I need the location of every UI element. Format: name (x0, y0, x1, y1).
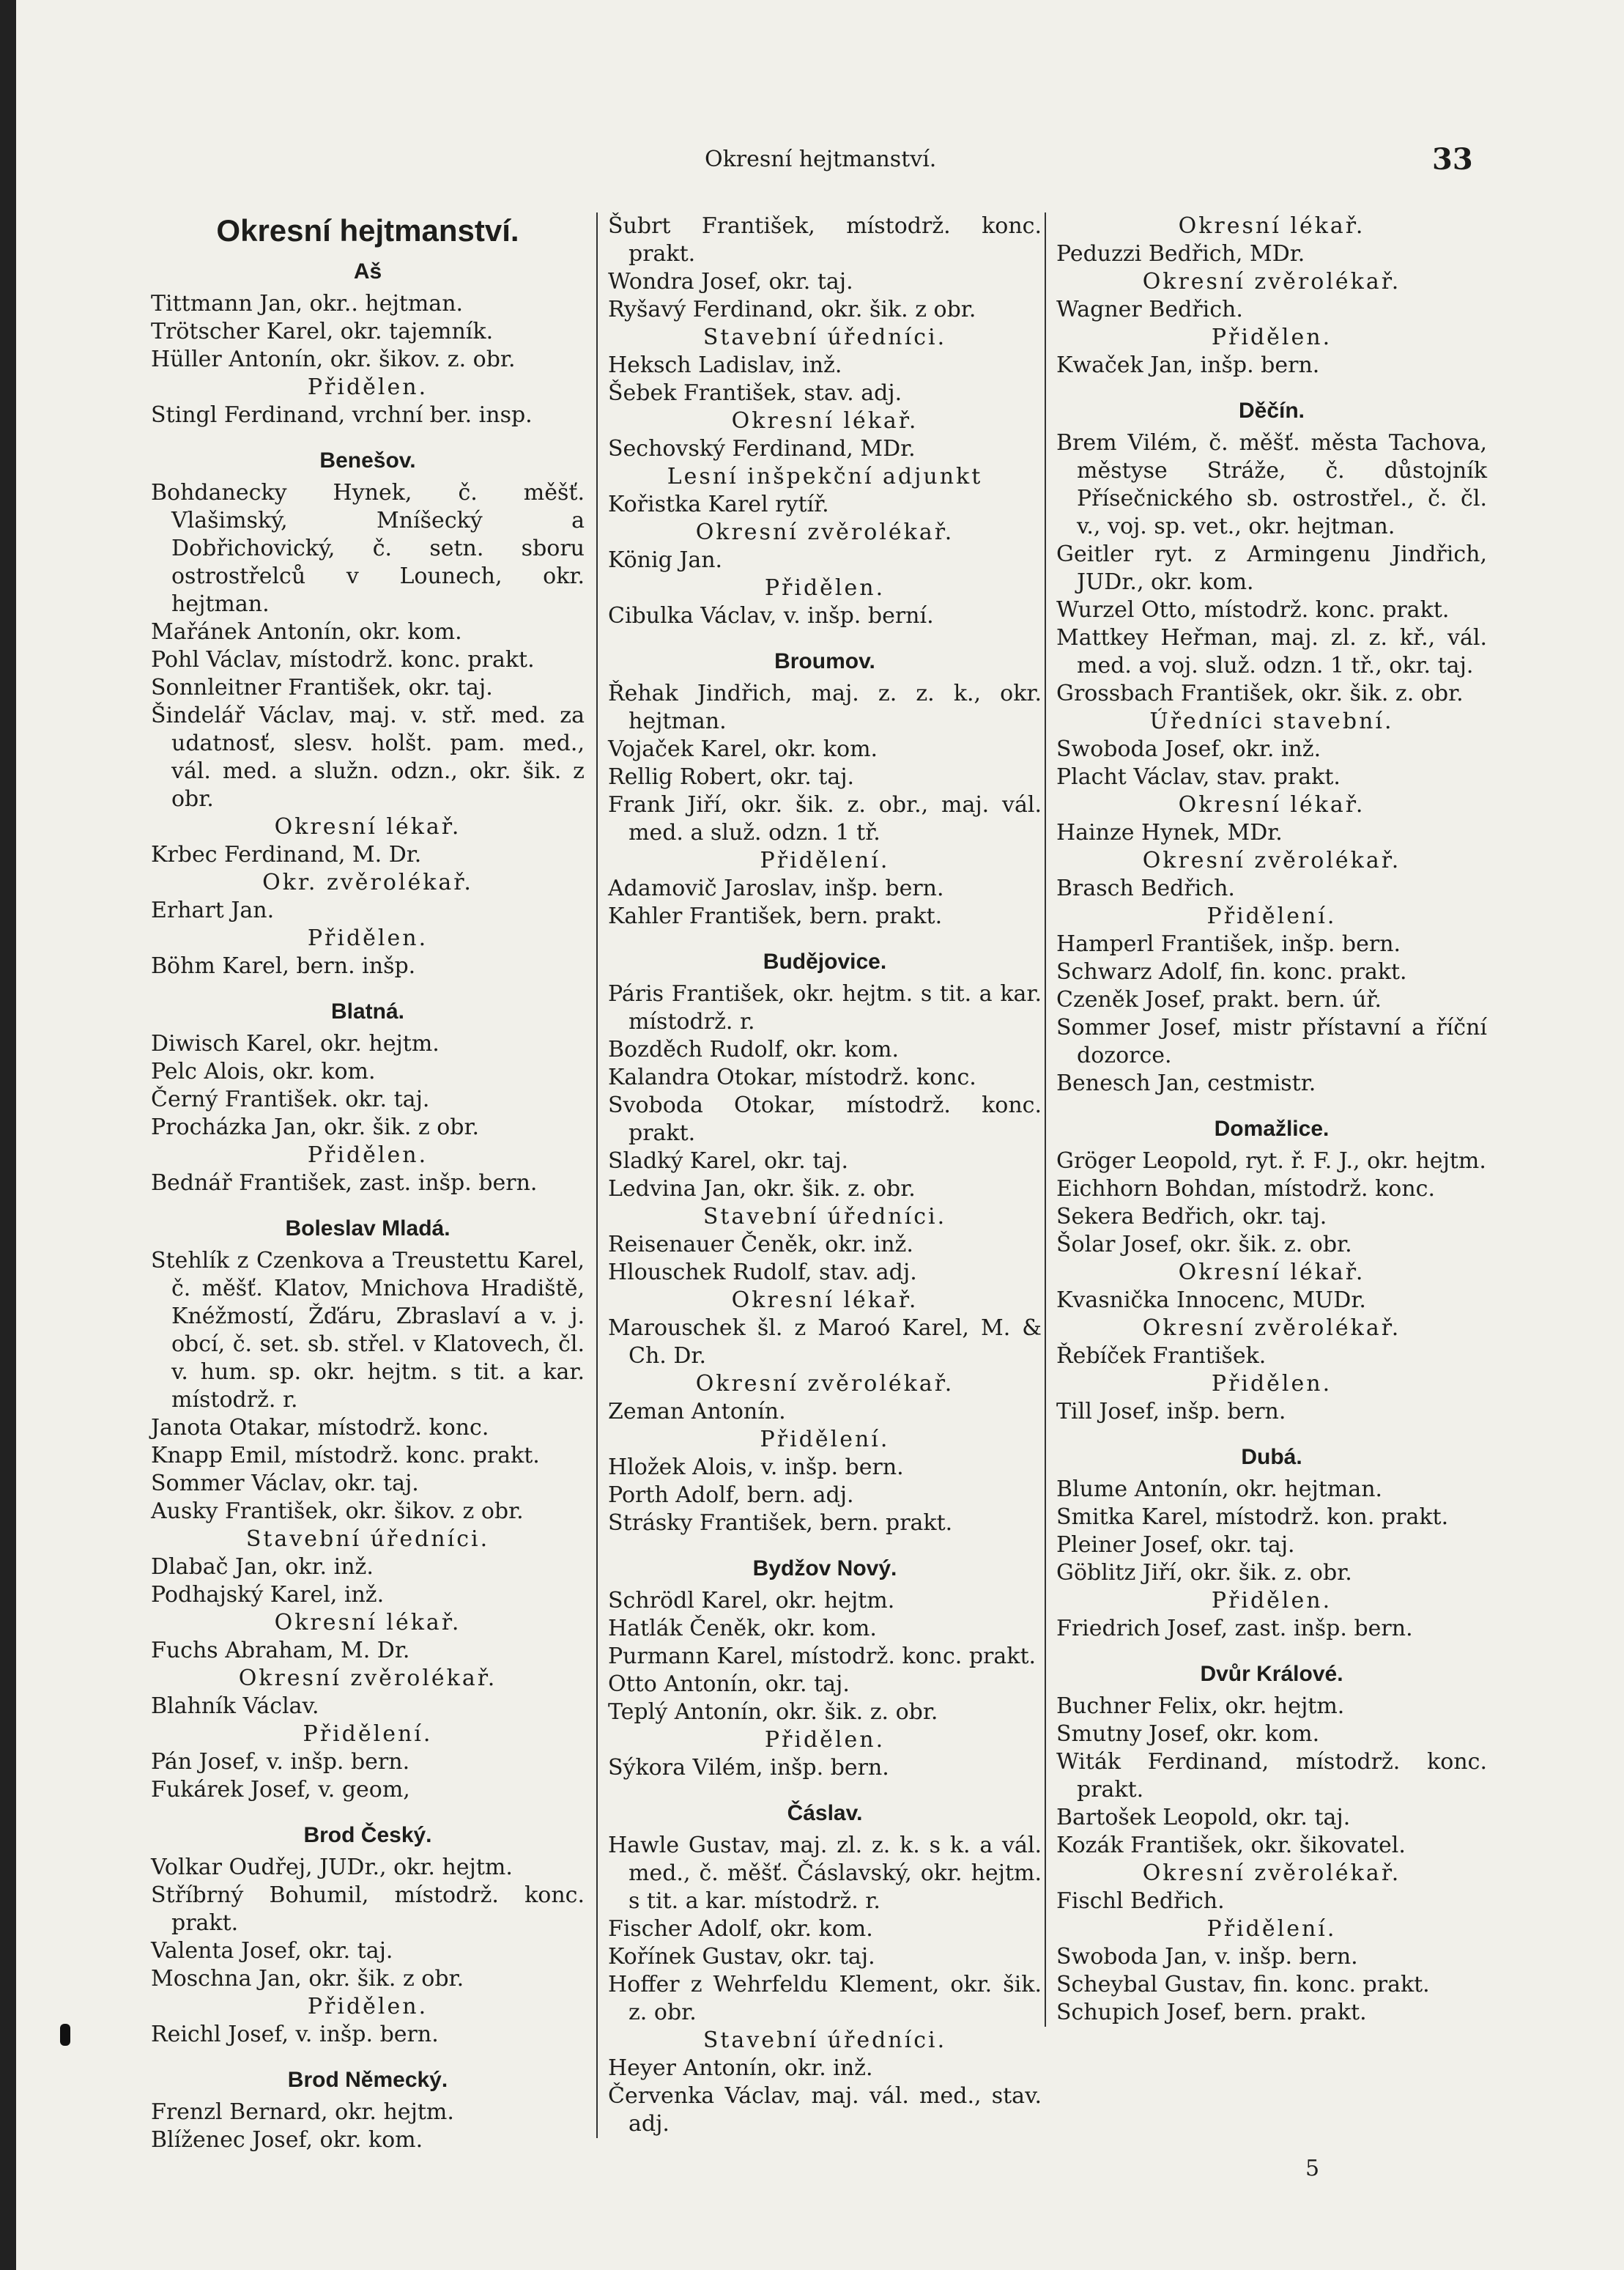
official-entry: Sekera Bedřich, okr. taj. (1056, 1204, 1327, 1230)
official-entry: Knapp Emil, místodrž. konc. prakt. (151, 1443, 540, 1468)
official-entry: Buchner Felix, okr. hejtm. (1056, 1693, 1345, 1719)
official-entry: Marouschek šl. z Maroó Karel, M. & Ch. Dr. (608, 1315, 1042, 1369)
official-entry: Trötscher Karel, okr. tajemník. (151, 319, 494, 344)
official-entry: Cibulka Václav, v. inšp. berní. (608, 603, 934, 629)
official-entry: Tittmann Jan, okr.. hejtman. (151, 291, 464, 317)
official-entry: Peduzzi Bedřich, MDr. (1056, 241, 1305, 267)
district-heading: Aš (353, 259, 382, 284)
official-entry: Smitka Karel, místodrž. kon. prakt. (1056, 1504, 1449, 1530)
official-entry: Erhart Jan. (151, 898, 275, 923)
official-entry: Wondra Josef, okr. taj. (608, 269, 853, 295)
official-entry: Brasch Bedřich. (1056, 876, 1235, 901)
official-entry: Eichhorn Bohdan, místodrž. konc. (1056, 1176, 1435, 1202)
section-heading: Přidělení. (760, 848, 890, 873)
official-entry: Reichl Josef, v. inšp. bern. (151, 2022, 439, 2047)
official-entry: Stříbrný Bohumil, místodrž. konc. prakt. (151, 1882, 585, 1936)
section-heading: Přidělen. (1211, 1371, 1332, 1397)
section-heading: Stavební úředníci. (702, 1204, 947, 1230)
signature-mark: 5 (1305, 2156, 1320, 2181)
section-heading: Okresní zvěrolékař. (695, 520, 954, 545)
official-entry: Řehak Jindřich, maj. z. z. k., okr. hejtman. (608, 681, 1042, 734)
official-entry: Šolar Josef, okr. šik. z. obr. (1056, 1232, 1352, 1257)
official-entry: Witák Ferdinand, místodrž. konc. prakt. (1056, 1749, 1487, 1803)
section-heading: Přidělen. (307, 925, 429, 951)
official-entry: Kořistka Karel rytíř. (608, 492, 829, 517)
section-heading: Okresní lékař. (731, 1287, 919, 1313)
official-entry: Kořínek Gustav, okr. taj. (608, 1944, 875, 1970)
section-heading: Okresní zvěrolékař. (1142, 269, 1401, 295)
official-entry: Pohl Václav, místodrž. konc. prakt. (151, 647, 535, 673)
column-2 (596, 212, 1042, 2138)
district-heading: Bydžov Nový. (752, 1556, 897, 1581)
official-entry: Svoboda Otokar, místodrž. konc. prakt. (608, 1093, 1042, 1146)
official-entry: Gröger Leopold, ryt. ř. F. J., okr. hejtm. (1056, 1148, 1486, 1174)
official-entry: Ledvina Jan, okr. šik. z. obr. (608, 1176, 916, 1202)
section-heading: Okr. zvěrolékař. (262, 870, 473, 895)
running-title: Okresní hejtmanství. (705, 147, 937, 172)
official-entry: Böhm Karel, bern. inšp. (151, 953, 416, 979)
official-entry: Brem Vilém, č. měšť. města Tachova, městyse Stráže, č. důstojník Přísečnického sb. ostrostřel., č. čl. v., voj. sp. vet., okr. hejtman. (1056, 430, 1487, 539)
official-entry: Kvasnička Innocenc, MUDr. (1056, 1287, 1366, 1313)
official-entry: Czeněk Josef, prakt. bern. úř. (1056, 987, 1382, 1013)
page-title: Okresní hejtmanství. (216, 213, 519, 248)
official-entry: Fischl Bedřich. (1056, 1888, 1225, 1914)
official-entry: Swoboda Josef, okr. inž. (1056, 736, 1321, 762)
official-entry: Bednář František, zast. inšp. bern. (151, 1170, 538, 1196)
official-entry: Heksch Ladislav, inž. (608, 352, 842, 378)
official-entry: Swoboda Jan, v. inšp. bern. (1056, 1944, 1358, 1970)
official-entry: Schrödl Karel, okr. hejtm. (608, 1588, 895, 1613)
official-entry: Červenka Václav, maj. vál. med., stav. adj. (608, 2083, 1042, 2137)
official-entry: Procházka Jan, okr. šik. z obr. (151, 1114, 480, 1140)
official-entry: Geitler ryt. z Armingenu Jindřich, JUDr., okr. kom. (1056, 541, 1487, 595)
official-entry: Hatlák Čeněk, okr. kom. (608, 1616, 877, 1641)
official-entry: Šebek František, stav. adj. (608, 380, 902, 406)
official-entry: Vojaček Karel, okr. kom. (608, 736, 878, 762)
section-heading: Okresní lékař. (1178, 792, 1365, 818)
district-heading: Dubá. (1241, 1445, 1302, 1469)
official-entry: Hainze Hynek, MDr. (1056, 820, 1283, 846)
official-entry: Till Josef, inšp. bern. (1056, 1399, 1286, 1424)
section-heading: Přidělení. (303, 1721, 433, 1747)
official-entry: Otto Antonín, okr. taj. (608, 1671, 850, 1697)
official-entry: Hawle Gustav, maj. zl. z. k. s k. a vál. med., č. měšť. Čáslavský, okr. hejtm. s tit. a kar. místodrž. r. (608, 1833, 1042, 1914)
official-entry: Fischer Adolf, okr. kom. (608, 1916, 873, 1942)
section-heading: Okresní lékař. (731, 408, 919, 434)
district-heading: Domažlice. (1214, 1117, 1330, 1141)
section-heading: Okresní lékař. (1178, 1260, 1365, 1285)
official-entry: Kahler František, bern. prakt. (608, 903, 943, 929)
district-heading: Děčín. (1238, 399, 1305, 423)
official-entry: Teplý Antonín, okr. šik. z. obr. (608, 1699, 938, 1725)
official-entry: Wagner Bedřich. (1056, 297, 1243, 322)
district-heading: Brod Český. (303, 1823, 432, 1847)
official-entry: Mattkey Heřman, maj. zl. z. kř., vál. med. a voj. služ. odzn. 1 tř., okr. taj. (1056, 625, 1487, 679)
official-entry: Bohdanecky Hynek, č. měšť. Vlašimský, Mníšecký a Dobřichovický, č. setn. sboru ostrostřelců v Lounech, okr. hejtman. (151, 480, 585, 617)
official-entry: Placht Václav, stav. prakt. (1056, 764, 1341, 790)
district-heading: Čáslav. (787, 1801, 863, 1825)
official-entry: Blahník Václav. (151, 1693, 319, 1719)
official-entry: Smutny Josef, okr. kom. (1056, 1721, 1320, 1747)
section-heading: Okresní lékař. (1178, 213, 1365, 239)
official-entry: Grossbach František, okr. šik. z. obr. (1056, 681, 1464, 706)
section-heading: Přidělen. (764, 575, 886, 601)
column-3 (1045, 212, 1487, 2027)
official-entry: Pán Josef, v. inšp. bern. (151, 1749, 410, 1775)
section-heading: Přidělen. (307, 1142, 429, 1168)
official-entry: Sommer Václav, okr. taj. (151, 1471, 419, 1496)
official-entry: Bartošek Leopold, okr. taj. (1056, 1805, 1351, 1830)
section-heading: Okresní zvěrolékař. (1142, 1315, 1401, 1341)
official-entry: Černý František. okr. taj. (151, 1087, 430, 1112)
official-entry: Stehlík z Czenkova a Treustettu Karel, č. měšť. Klatov, Mnichova Hradiště, Knéžmostí, Žďáru, Zbraslaví a v. j. obcí, č. set. sb. střel. v Klatovech, čl. v. hum. sp. okr. hejtm. s tit. a kar. místodrž. r. (151, 1248, 585, 1413)
section-heading: Lesní inšpekční adjunkt (667, 464, 983, 489)
official-entry: Šubrt František, místodrž. konc. prakt. (608, 213, 1042, 267)
official-entry: Sommer Josef, mistr přístavní a říční dozorce. (1056, 1015, 1487, 1068)
official-entry: Řebíček František. (1056, 1343, 1267, 1369)
district-heading: Dvůr Králové. (1200, 1662, 1343, 1686)
official-entry: Sladký Karel, okr. taj. (608, 1148, 849, 1174)
section-heading: Přidělen. (1211, 1588, 1332, 1613)
official-entry: Šindelář Václav, maj. v. stř. med. za udatnosť, slesv. holšt. pam. med., vál. med. a služn. odzn., okr. šik. z obr. (151, 703, 585, 812)
section-heading: Přidělení. (1206, 1916, 1337, 1942)
official-entry: Purmann Karel, místodrž. konc. prakt. (608, 1644, 1037, 1669)
official-entry: Mařánek Antonín, okr. kom. (151, 619, 462, 645)
official-entry: Schwarz Adolf, fin. konc. prakt. (1056, 959, 1407, 985)
official-entry: Benesch Jan, cestmistr. (1056, 1071, 1316, 1096)
section-heading: Stavební úředníci. (702, 2027, 947, 2053)
official-entry: Göblitz Jiří, okr. šik. z. obr. (1056, 1560, 1352, 1586)
section-heading: Okresní lékař. (274, 1610, 461, 1635)
official-entry: Hamperl František, inšp. bern. (1056, 931, 1401, 957)
official-entry: Frenzl Bernard, okr. hejtm. (151, 2099, 454, 2125)
official-entry: Volkar Oudřej, JUDr., okr. hejtm. (151, 1855, 513, 1880)
section-heading: Stavební úředníci. (245, 1526, 490, 1552)
column-1 (151, 212, 585, 2154)
official-entry: König Jan. (608, 547, 723, 573)
official-entry: Kozák František, okr. šikovatel. (1056, 1833, 1406, 1858)
official-entry: Ausky František, okr. šikov. z obr. (151, 1498, 524, 1524)
official-entry: Sonnleitner František, okr. taj. (151, 675, 493, 700)
official-entry: Scheybal Gustav, fin. konc. prakt. (1056, 1972, 1430, 1997)
official-entry: Pelc Alois, okr. kom. (151, 1059, 376, 1084)
official-entry: Janota Otakar, místodrž. konc. (151, 1415, 489, 1441)
official-entry: Adamovič Jaroslav, inšp. bern. (608, 876, 944, 901)
section-heading: Okresní zvěrolékař. (695, 1371, 954, 1397)
section-heading: Okresní lékař. (274, 814, 461, 840)
district-heading: Boleslav Mladá. (285, 1216, 451, 1241)
official-entry: Reisenauer Čeněk, okr. inž. (608, 1232, 913, 1257)
district-heading: Broumov. (774, 649, 875, 673)
official-entry: Diwisch Karel, okr. hejtm. (151, 1031, 440, 1057)
section-heading: Přidělení. (1206, 903, 1337, 929)
official-entry: Heyer Antonín, okr. inž. (608, 2055, 873, 2081)
official-entry: Kalandra Otokar, místodrž. konc. (608, 1065, 976, 1090)
official-entry: Kwaček Jan, inšp. bern. (1056, 352, 1320, 378)
official-entry: Krbec Ferdinand, M. Dr. (151, 842, 422, 868)
section-heading: Přidělen. (307, 374, 429, 400)
section-heading: Stavební úředníci. (702, 325, 947, 350)
official-entry: Valenta Josef, okr. taj. (151, 1938, 393, 1964)
official-entry: Moschna Jan, okr. šik. z obr. (151, 1966, 464, 1992)
official-entry: Zeman Antonín. (608, 1399, 786, 1424)
official-entry: Hüller Antonín, okr. šikov. z. obr. (151, 347, 516, 372)
official-entry: Friedrich Josef, zast. inšp. bern. (1056, 1616, 1413, 1641)
district-heading: Budějovice. (763, 950, 887, 974)
section-heading: Okresní zvěrolékař. (238, 1665, 497, 1691)
page-number: 33 (1432, 142, 1473, 177)
official-entry: Porth Adolf, bern. adj. (608, 1482, 854, 1508)
official-entry: Ryšavý Ferdinand, okr. šik. z obr. (608, 297, 976, 322)
district-heading: Blatná. (330, 999, 405, 1024)
page-edge (0, 0, 16, 2270)
official-entry: Páris František, okr. hejtm. s tit. a kar. místodrž. r. (608, 981, 1042, 1035)
district-heading: Benešov. (319, 448, 416, 473)
official-entry: Rellig Robert, okr. taj. (608, 764, 855, 790)
binding-mark (60, 2024, 70, 2046)
official-entry: Bozděch Rudolf, okr. kom. (608, 1037, 899, 1062)
section-heading: Přidělen. (764, 1727, 886, 1753)
official-entry: Fukárek Josef, v. geom, (151, 1777, 410, 1803)
section-heading: Přidělen. (1211, 325, 1332, 350)
official-entry: Sýkora Vilém, inšp. bern. (608, 1755, 889, 1781)
section-heading: Přidělen. (307, 1994, 429, 2019)
section-heading: Úředníci stavební. (1149, 709, 1394, 734)
official-entry: Sechovský Ferdinand, MDr. (608, 436, 916, 462)
official-entry: Blume Antonín, okr. hejtman. (1056, 1476, 1383, 1502)
district-heading: Brod Německý. (287, 2068, 448, 2092)
official-entry: Hložek Alois, v. inšp. bern. (608, 1454, 904, 1480)
section-heading: Okresní zvěrolékař. (1142, 848, 1401, 873)
official-entry: Dlabač Jan, okr. inž. (151, 1554, 374, 1580)
official-entry: Schupich Josef, bern. prakt. (1056, 2000, 1367, 2025)
official-entry: Blíženec Josef, okr. kom. (151, 2127, 423, 2153)
official-entry: Hoffer z Wehrfeldu Klement, okr. šik. z. obr. (608, 1972, 1042, 2025)
official-entry: Pleiner Josef, okr. taj. (1056, 1532, 1295, 1558)
official-entry: Strásky František, bern. prakt. (608, 1510, 953, 1536)
official-entry: Hlouschek Rudolf, stav. adj. (608, 1260, 917, 1285)
official-entry: Frank Jiří, okr. šik. z. obr., maj. vál. med. a služ. odzn. 1 tř. (608, 792, 1042, 846)
official-entry: Podhajský Karel, inž. (151, 1582, 385, 1608)
official-entry: Stingl Ferdinand, vrchní ber. insp. (151, 402, 533, 428)
official-entry: Fuchs Abraham, M. Dr. (151, 1638, 410, 1663)
section-heading: Okresní zvěrolékař. (1142, 1860, 1401, 1886)
official-entry: Wurzel Otto, místodrž. konc. prakt. (1056, 597, 1450, 623)
section-heading: Přidělení. (760, 1427, 890, 1452)
